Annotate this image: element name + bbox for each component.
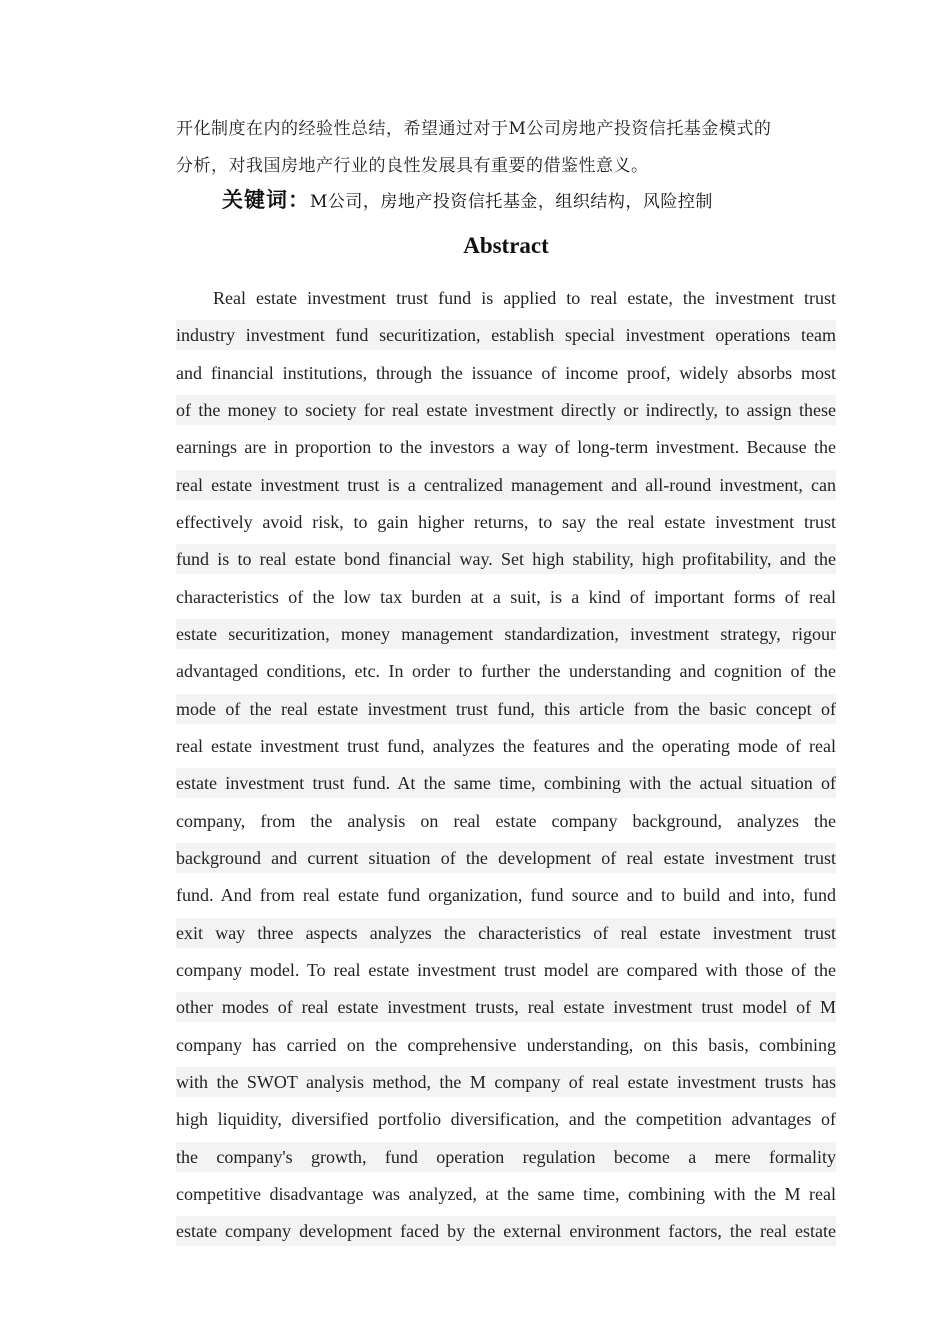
abstract-title: Abstract <box>463 233 549 258</box>
keywords-line <box>222 184 713 214</box>
abstract-line: of the money to society for real estate investment directly or indirectly, to assign these <box>176 395 836 425</box>
abstract-line: estate company development faced by the external environment factors, the real estate <box>176 1216 836 1246</box>
abstract-line: exit way three aspects analyzes the characteristics of real estate investment trust <box>176 918 836 948</box>
abstract-line: earnings are in proportion to the investors a way of long-term investment. Because the <box>176 437 836 458</box>
abstract-line: company, from the analysis on real estate company background, analyzes the <box>176 810 836 831</box>
keywords-text: M公司，房地产投资信托基金，组织结构，风险控制 <box>310 192 713 212</box>
abstract-line: high liquidity, diversified portfolio diversification, and the competition advantages of <box>176 1109 836 1130</box>
chinese-paragraph-line: 开化制度在内的经验性总结，希望通过对于M公司房地产投资信托基金模式的 <box>176 119 772 139</box>
chinese-paragraph-line: 分析，对我国房地产行业的良性发展具有重要的借鉴性意义。 <box>176 156 649 176</box>
abstract-line: fund is to real estate bond financial way. Set high stability, high profitability, and the <box>176 544 836 574</box>
abstract-line: background and current situation of the development of real estate investment trust <box>176 843 836 873</box>
abstract-line: real estate investment trust is a centralized management and all-round investment, can <box>176 470 836 500</box>
abstract-line: competitive disadvantage was analyzed, at the same time, combining with the M real <box>176 1183 836 1204</box>
abstract-line: company model. To real estate investment trust model are compared with those of the <box>176 959 836 980</box>
abstract-line: real estate investment trust fund, analyzes the features and the operating mode of real <box>176 735 836 756</box>
abstract-line: industry investment fund securitization, establish special investment operations team <box>176 320 836 350</box>
keywords-label: 关键词： <box>222 188 310 212</box>
abstract-line: fund. And from real estate fund organization, fund source and to build and into, fund <box>176 885 836 906</box>
abstract-line: and financial institutions, through the issuance of income proof, widely absorbs most <box>176 362 836 383</box>
abstract-line: the company's growth, fund operation regulation become a mere formality <box>176 1142 836 1172</box>
abstract-line: mode of the real estate investment trust fund, this article from the basic concept of <box>176 694 836 724</box>
abstract-line: other modes of real estate investment trusts, real estate investment trust model of M <box>176 992 836 1022</box>
abstract-line: advantaged conditions, etc. In order to further the understanding and cognition of the <box>176 661 836 682</box>
abstract-line: Real estate investment trust fund is applied to real estate, the investment trust <box>213 288 836 308</box>
abstract-line: effectively avoid risk, to gain higher returns, to say the real estate investment trust <box>176 511 836 532</box>
abstract-line: characteristics of the low tax burden at a suit, is a kind of important forms of real <box>176 586 836 607</box>
abstract-line: with the SWOT analysis method, the M company of real estate investment trusts has <box>176 1067 836 1097</box>
abstract-line: company has carried on the comprehensive understanding, on this basis, combining <box>176 1034 836 1055</box>
abstract-line: estate securitization, money management standardization, investment strategy, rigour <box>176 619 836 649</box>
abstract-line: estate investment trust fund. At the same time, combining with the actual situation of <box>176 768 836 798</box>
